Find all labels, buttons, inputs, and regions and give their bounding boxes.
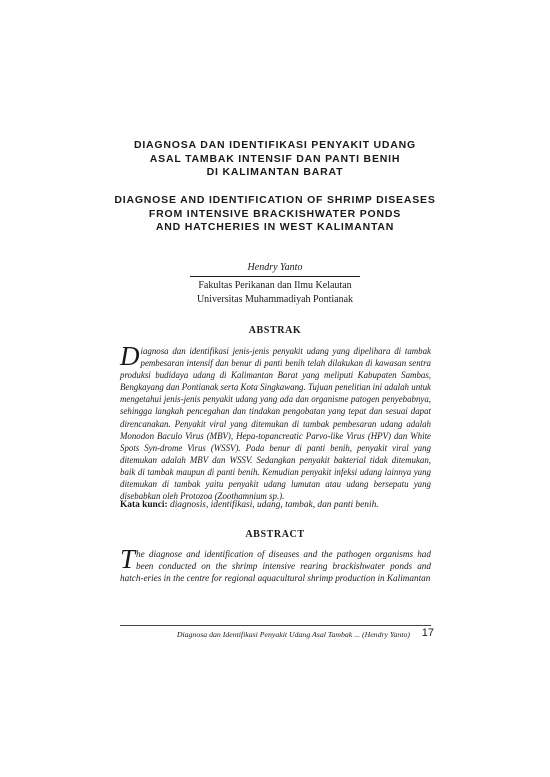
affiliation-university: Universitas Muhammadiyah Pontianak bbox=[196, 294, 354, 305]
abstrak-paragraph bbox=[120, 341, 431, 502]
author-divider bbox=[190, 276, 360, 277]
abstract-heading: ABSTRACT bbox=[245, 529, 305, 540]
title-id-line-2: ASAL TAMBAK INTENSIF DAN PANTI BENIH bbox=[149, 152, 401, 165]
title-en-line-3: AND HATCHERIES IN WEST KALIMANTAN bbox=[155, 221, 395, 233]
abstrak-body: iagnosa dan identifikasi jenis-jenis penyakit udang yang dipelihara di tambak pembesaran intensif dan benur di panti benih telah dilakukan di kawasan sentra produksi budidaya udang di Kalimantan Barat yang meliputi Kabupaten Sambas, Bengkayang dan Pontianak serta Kota Singkawang. Tujuan penelitian ini adalah untuk mengetahui jenis-jenis penyakit udang yang ada dan organisme patogen penyebabnya, sehingga langkah pencegahan dan tindakan pengobatan yang tepat dan sesuai dapat direncanakan. Penyakit viral yang ditemukan di tambak pembesaran udang adalah Monodon Baculo Virus (MBV), Hepa-topancreatic Parvo-like Virus (HPV) dan White Spots Syn-drome Virus (WSSV). Pada benur di panti benih, penyakit viral yang ditemukan adalah MBV dan WSSV. Sedangkan penyakit bakterial tidak ditemukan, baik di tambak maupun di panti benih. Kemudian penyakit infeksi udang lainnya yang ditemukan di tambak yaitu penyakit udang lumutan atau udang bersepatu yang disebabkan oleh Protozoa (Zoothamnium sp.). bbox=[120, 346, 431, 502]
title-en-line-1: DIAGNOSE AND IDENTIFICATION OF SHRIMP DISEASES bbox=[114, 194, 436, 206]
abstrak-dropcap: D bbox=[120, 341, 140, 371]
keywords-label: Kata kunci: bbox=[120, 500, 168, 510]
keywords-line bbox=[120, 500, 431, 510]
abstract-paragraph bbox=[120, 544, 431, 585]
abstract-dropcap: T bbox=[120, 544, 136, 574]
abstrak-heading: ABSTRAK bbox=[248, 325, 302, 336]
affiliation-faculty: Fakultas Perikanan dan Ilmu Kelautan bbox=[198, 280, 352, 291]
page-number: 17 bbox=[421, 627, 434, 639]
abstract-body: he diagnose and identification of diseases and the pathogen organisms had been conducted on the shrimp intensive rearing brackishwater ponds and hatch-eries in the centre for regional aquacultural shrimp production in Kalimantan bbox=[120, 549, 431, 584]
running-title: Diagnosa dan Identifikasi Penyakit Udang Asal Tambak ... (Hendry Yanto) bbox=[176, 630, 410, 639]
keywords-value: diagnosis, identifikasi, udang, tambak, dan panti benih. bbox=[170, 500, 379, 510]
footer-divider bbox=[120, 625, 431, 626]
title-indonesian bbox=[100, 139, 450, 180]
title-id-line-3: DI KALIMANTAN BARAT bbox=[206, 166, 344, 178]
title-id-line-1: DIAGNOSA DAN IDENTIFIKASI PENYAKIT UDANG bbox=[133, 139, 417, 151]
author-name: Hendry Yanto bbox=[247, 262, 303, 273]
title-en-line-2: FROM INTENSIVE BRACKISHWATER PONDS bbox=[148, 207, 402, 220]
title-english bbox=[100, 194, 450, 235]
